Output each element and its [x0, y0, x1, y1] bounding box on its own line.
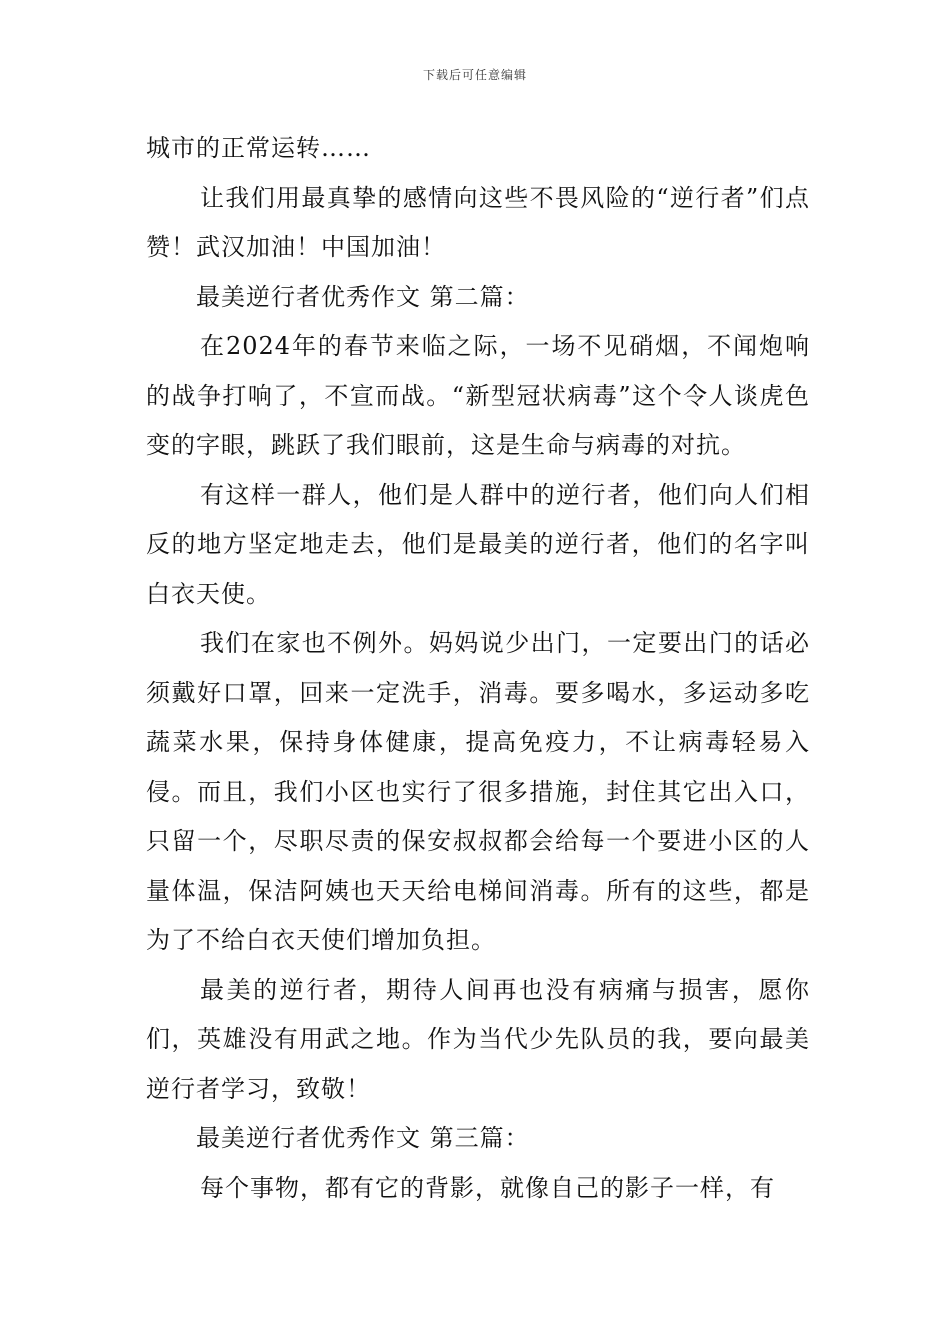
- page-header: 下载后可任意编辑: [422, 68, 527, 82]
- paragraph: 我们在家也不例外。妈妈说少出门，一定要出门的话必须戴好口罩，回来一定洗手，消毒。要多喝水，多运动多吃蔬菜水果，保持身体健康，提高免疫力，不让病毒轻易入侵。而且，我们小区也实行了很多措施，封住其它出入口，只留一个，尽职尽责的保安叔叔都会给每一个要进小区的人量体温，保洁阿姨也天天给电梯间消毒。所有的这些，都是为了不给白衣天使们增加负担。: [146, 629, 810, 954]
- section-heading: 最美逆行者优秀作文 第三篇：: [196, 1124, 530, 1152]
- paragraph: 让我们用最真挚的感情向这些不畏风险的“逆行者”们点赞！武汉加油！中国加油！: [146, 183, 810, 261]
- paragraph: 有这样一群人，他们是人群中的逆行者，他们向人们相反的地方坚定地走去，他们是最美的逆行者，他们的名字叫白衣天使。: [146, 480, 810, 608]
- paragraph: 每个事物，都有它的背影，就像自己的影子一样，有: [200, 1173, 775, 1202]
- document-body: [146, 124, 810, 1213]
- paragraph: 在2024年的春节来临之际，一场不见硝烟，不闻炮响的战争打响了，不宣而战。“新型冠状病毒”这个令人谈虎色变的字眼，跳跃了我们眼前，这是生命与病毒的对抗。: [146, 332, 810, 459]
- section-heading: 最美逆行者优秀作文 第二篇：: [196, 282, 530, 311]
- paragraph: 城市的正常运转……: [146, 134, 371, 162]
- paragraph: 最美的逆行者，期待人间再也没有病痛与损害，愿你们，英雄没有用武之地。作为当代少先队员的我，要向最美逆行者学习，致敬！: [146, 975, 810, 1103]
